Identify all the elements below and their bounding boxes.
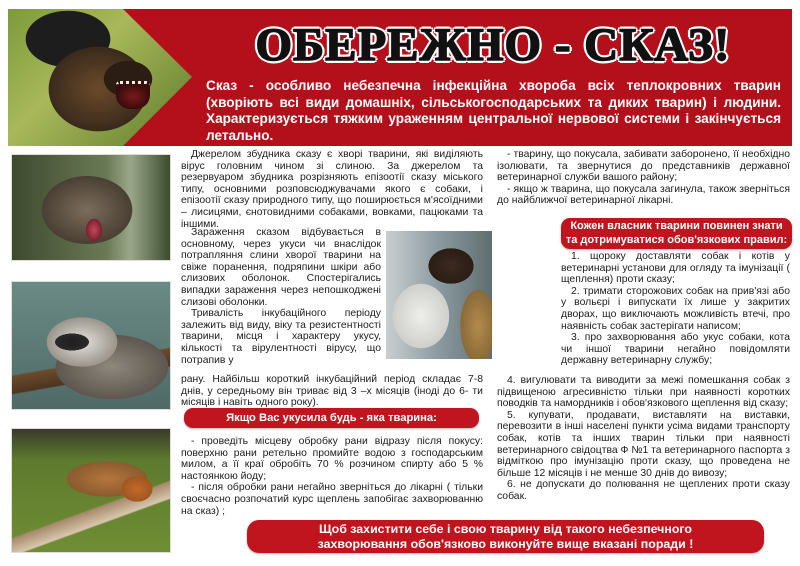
- incubation-text-part2: рану. Найбільш короткий інкубаційний період складає 7-8 днів, у середньому він триває від 3 –х місяців (іноді до 6- ти місяців і навіть одного року).: [181, 374, 483, 409]
- bite-step-2: - після обробки рани негайно зверніться до лікарні ( тільки своєчасно розпочатий курс щеплень запобігає захворюванню на сказ) ;: [181, 482, 483, 517]
- incubation-paragraph: [181, 374, 483, 409]
- rules-list-bottom: [497, 375, 790, 503]
- intro-text: Сказ - особливо небезпечна інфекційна хвороба всіх теплокровних тварин (хворіють всі види домашніх, сільськогосподарських та диких тварин) і людини. Характеризується тяжким ураженням центральної нервової системи і закінчується летально.: [206, 78, 781, 143]
- dog-teeth-detail: [116, 81, 150, 109]
- rule-item: 6. не допускати до полювання не щеплених проти сказу собак.: [497, 479, 790, 502]
- fox-photo: [11, 428, 171, 553]
- poster-title: ОБЕРЕЖНО - СКАЗ!: [255, 19, 731, 71]
- rules-heading-line-1: Кожен власник тварини повинен знати: [570, 220, 783, 232]
- incubation-text-part1: Тривалість інкубаційного періоду залежить від виду, віку та резистентності тварини, місця і характеру укусу, кількості та вірулентності вірусу, що потрапив у: [181, 308, 381, 366]
- source-paragraph: [181, 149, 483, 230]
- rule-item: 4. вигулювати та виводити за межі помешкання собак з підвищеною агресивністю тільки при наявності коротких поводків та намордників і обов'язкового щеплення від сказу;: [497, 375, 790, 410]
- bite-heading: Якщо Вас укусила будь - яка тварина:: [184, 408, 479, 428]
- header-banner: [8, 9, 792, 146]
- bite-instructions: [181, 436, 483, 517]
- footer-line-1: Щоб захистити себе і свою тварину від такого небезпечного: [319, 522, 692, 536]
- angry-dog-photo: [8, 9, 192, 146]
- source-text: Джерелом збудника сказу є хворі тварини, які виділяють вірус головним чином зі слиною. За джерелом та резервуаром збудника розрізняють епізоотії сказу міського типу, основними розповсюджувачами якого є собаки, і епізоотії сказу природного типу, що поширюється м'ясоїдними – лисицями, єнотовидними собаками, вовками, пацюками та іншими.: [181, 149, 483, 230]
- rule-item: 1. щороку доставляти собак і котів у ветеринарні установи для огляду та імунізації ( щеплення) проти сказу;: [561, 251, 790, 286]
- owner-rules-heading: [561, 218, 792, 249]
- rule-item: 5. купувати, продавати, виставляти на виставки, перевозити в інші населені пункти усіма видами транспорту собак, котів та інших тварин тільки при наявності ветеринарного свідоцтва Ф №1 та ветеринарного паспорта з відміткою про імунізацію проти сказу, що проведена не більше 12 місяців і не менше 30 днів до вивозу;: [497, 409, 790, 479]
- bite-step-1: - проведіть місцеву обробку рани відразу після покусу: поверхню рани ретельно промийте водою з господарським милом, а її краї обробіть 70 % розчином спирту або 5 % настоянкою йоду;: [181, 436, 483, 482]
- infection-text: Зараження сказом відбувається в основному, через укуси чи внаслідок потрапляння слини хворої тварини на свіже поранення, подряпини шкіри або слизових оболонок. Спостерігались випадки зараження через непошкоджені слизові оболонки.: [181, 227, 381, 308]
- bite-instructions-continued: [497, 149, 790, 207]
- raccoon-photo: [11, 281, 171, 410]
- footer-line-2: захворювання обов'язково виконуйте вище вказані поради !: [317, 537, 694, 551]
- rule-item: 2. тримати сторожових собак на прив'язі або у вольєрі і випускати їх лише у закритих дворах, що виключають можливість втечі, про наявність собак застерігати написом;: [561, 285, 790, 332]
- bite-step-4: - якщо ж тварина, що покусала загинула, також зверніться до найближчої ветеринарної лікарні.: [497, 183, 790, 207]
- infection-paragraph: [181, 227, 381, 366]
- rules-list-top: [561, 251, 790, 367]
- rule-item: 3. про захворювання або укус собаки, кота чи іншої тварини негайно повідомляти державну ветеринарну службу;: [561, 332, 790, 367]
- bite-step-3: - тварину, що покусала, забивати заборонено, її необхідно ізолювати, та звернутися до представників державної ветеринарної служби вашого району;: [497, 149, 790, 184]
- footer-call-to-action: [247, 520, 764, 553]
- rules-heading-line-2: та дотримуватися обов'язкових правил:: [565, 233, 788, 246]
- angry-cat-photo: [11, 154, 171, 261]
- person-bitten-by-animal-photo: [386, 231, 492, 359]
